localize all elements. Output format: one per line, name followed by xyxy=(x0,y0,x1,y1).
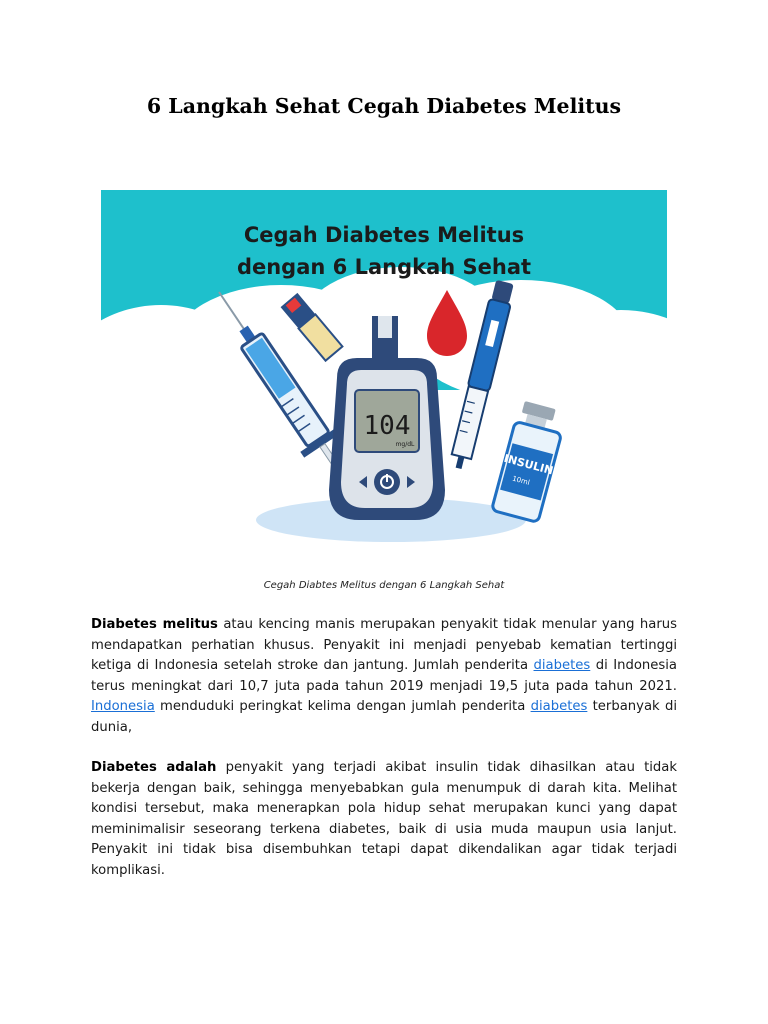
paragraph-diabetes-melitus xyxy=(91,615,677,739)
meter-reading: 104 xyxy=(363,411,411,441)
paragraph1-text-2: di Indonesia terus meningkat dari 10,7 juta pada tahun 2019 menjadi 19,5 juta pada tahun 2021. xyxy=(91,658,677,694)
paragraph-diabetes-adalah xyxy=(91,758,677,882)
paragraph1-text-1: atau kencing manis merupakan penyakit tidak menular yang harus mendapatkan perhatian khusus. Penyakit ini menjadi penyebab kematian tertinggi ketiga di Indonesia setelah stroke dan jantung. Jumlah penderita xyxy=(91,617,677,674)
paragraph2-text: penyakit yang terjadi akibat insulin tidak dihasilkan atau tidak bekerja dengan baik, sehingga menyebabkan gula menumpuk di darah kita. Melihat kondisi tersebut, maka menerapkan pola hidup sehat merupakan kunci yang dapat meminimalisir seseorang terkena diabetes, baik di usia muda maupun usia lanjut. Penyakit ini tidak bisa disembuhkan tetapi dapat dikendalikan agar tidak terjadi komplikasi. xyxy=(91,760,677,878)
banner-image xyxy=(101,190,667,578)
banner-heading-line1: Cegah Diabetes Melitus xyxy=(243,223,525,247)
meter-unit: mg/dL xyxy=(395,441,415,448)
banner-heading-line2: dengan 6 Langkah Sehat xyxy=(236,255,532,279)
page-title: 6 Langkah Sehat Cegah Diabetes Melitus xyxy=(146,94,622,118)
link-indonesia[interactable]: Indonesia xyxy=(91,699,155,715)
link-diabetes-2[interactable]: diabetes xyxy=(530,699,588,715)
paragraph1-bold-term: Diabetes melitus xyxy=(91,617,218,632)
image-caption: Cegah Diabtes Melitus dengan 6 Langkah Sehat xyxy=(263,580,505,591)
paragraph1-text-4: terbanyak di dunia, xyxy=(91,699,677,735)
vial-label: INSULIN xyxy=(502,451,555,478)
link-diabetes-1[interactable]: diabetes xyxy=(533,658,591,674)
paragraph1-text-3: menduduki peringkat kelima dengan jumlah penderita xyxy=(154,699,531,715)
vial-sublabel: 10ml xyxy=(511,474,531,487)
paragraph2-bold-term: Diabetes adalah xyxy=(91,760,217,775)
